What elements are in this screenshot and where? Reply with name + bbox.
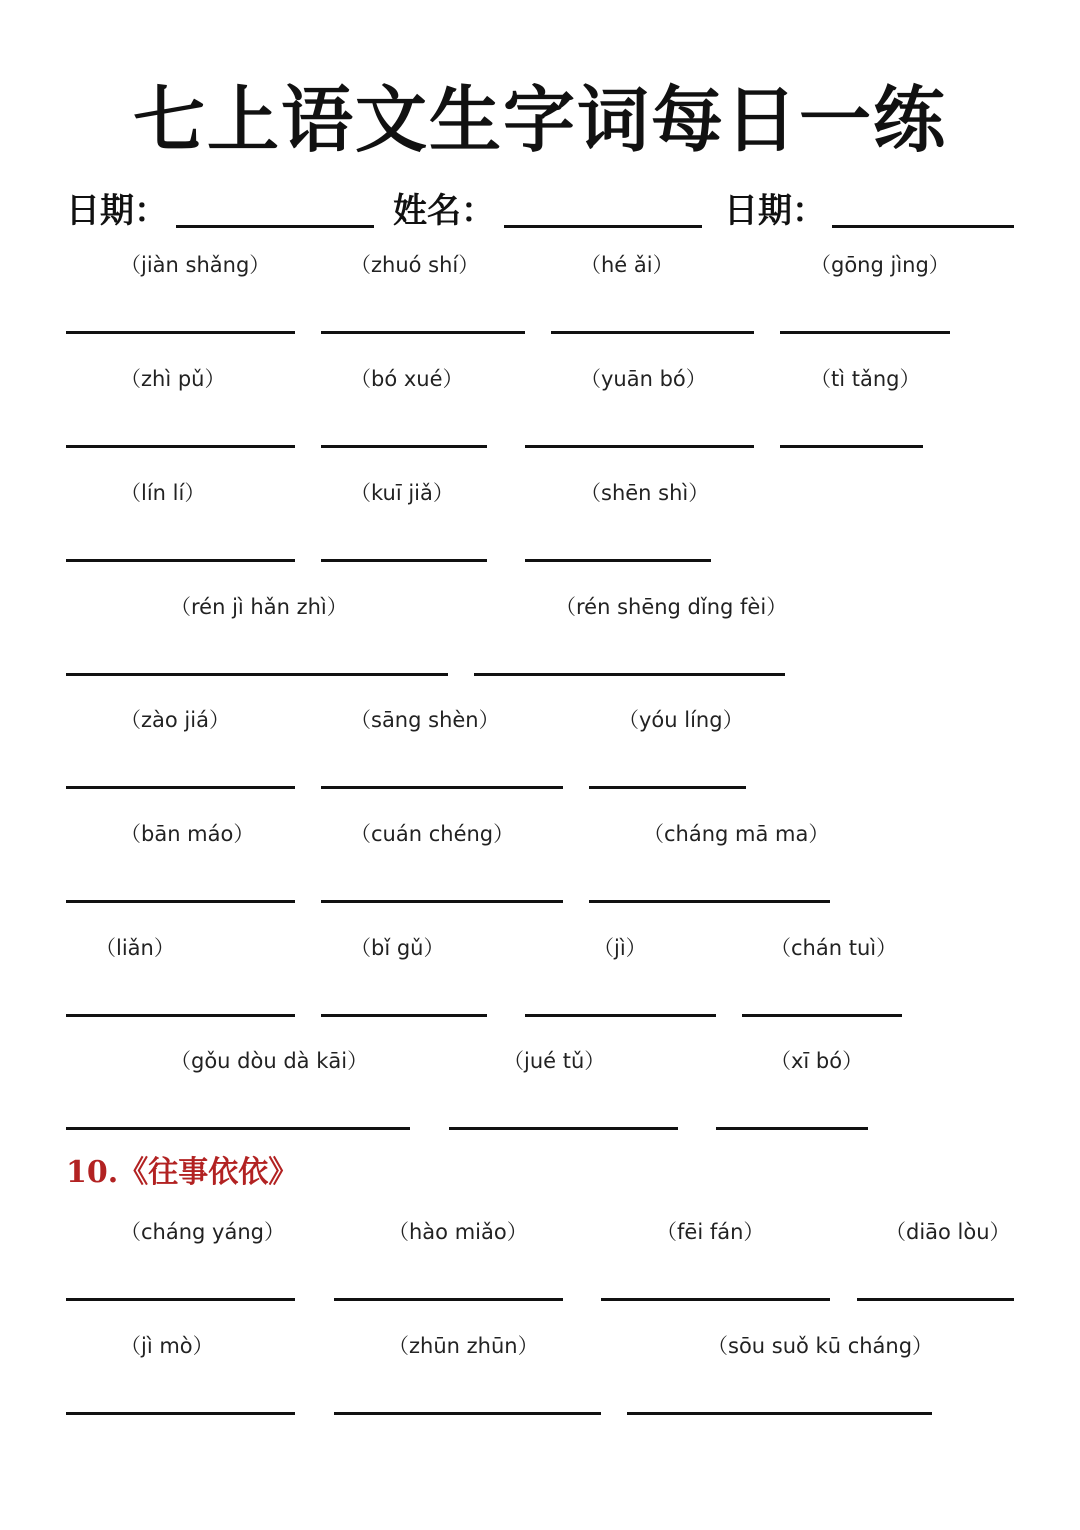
date-field-2[interactable]: [832, 225, 1014, 228]
pinyin-prompt: （bó xué）: [350, 367, 464, 391]
name-label: 姓名：: [393, 191, 495, 231]
answer-blank[interactable]: [551, 331, 754, 334]
answer-blank[interactable]: [66, 1014, 295, 1017]
answer-blank[interactable]: [780, 331, 950, 334]
page-title: 七上语文生字词每日一练: [132, 77, 947, 162]
pinyin-prompt: （bān máo）: [120, 822, 255, 846]
pinyin-prompt: （bǐ gǔ）: [350, 936, 445, 960]
pinyin-prompt: （jì mò）: [120, 1334, 214, 1358]
pinyin-prompt: （hé ǎi）: [580, 253, 674, 277]
answer-blank[interactable]: [66, 1127, 410, 1130]
answer-blank[interactable]: [334, 1298, 563, 1301]
answer-blank[interactable]: [716, 1127, 868, 1130]
answer-blank[interactable]: [66, 900, 295, 903]
answer-blank[interactable]: [321, 559, 487, 562]
answer-blank[interactable]: [66, 1298, 295, 1301]
section-heading: 10.《往事依依》: [66, 1155, 299, 1190]
name-field[interactable]: [504, 225, 702, 228]
pinyin-prompt: （kuī jiǎ）: [350, 481, 454, 505]
answer-blank[interactable]: [857, 1298, 1014, 1301]
pinyin-prompt: （cháng mā ma）: [643, 822, 830, 846]
pinyin-prompt: （fēi fán）: [656, 1220, 765, 1244]
answer-blank[interactable]: [589, 900, 830, 903]
pinyin-prompt: （chán tuì）: [770, 936, 898, 960]
answer-blank[interactable]: [780, 445, 923, 448]
answer-blank[interactable]: [66, 445, 295, 448]
answer-blank[interactable]: [334, 1412, 601, 1415]
pinyin-prompt: （xī bó）: [770, 1049, 864, 1073]
pinyin-prompt: （jì）: [593, 936, 647, 960]
pinyin-prompt: （lín lí）: [120, 481, 206, 505]
answer-blank[interactable]: [525, 445, 754, 448]
answer-blank[interactable]: [66, 559, 295, 562]
pinyin-prompt: （yóu líng）: [618, 708, 744, 732]
date-label-2: 日期：: [724, 191, 826, 231]
pinyin-prompt: （liǎn）: [95, 936, 175, 960]
pinyin-prompt: （rén jì hǎn zhì）: [170, 595, 348, 619]
answer-blank[interactable]: [321, 786, 563, 789]
date-field[interactable]: [176, 225, 374, 228]
answer-blank[interactable]: [601, 1298, 830, 1301]
answer-blank[interactable]: [525, 1014, 716, 1017]
pinyin-prompt: （yuān bó）: [580, 367, 707, 391]
pinyin-prompt: （shēn shì）: [580, 481, 710, 505]
answer-blank[interactable]: [449, 1127, 678, 1130]
pinyin-prompt: （gǒu dòu dà kāi）: [170, 1049, 369, 1073]
answer-blank[interactable]: [742, 1014, 902, 1017]
answer-blank[interactable]: [321, 331, 525, 334]
answer-blank[interactable]: [66, 1412, 295, 1415]
answer-blank[interactable]: [627, 1412, 932, 1415]
pinyin-prompt: （cháng yáng）: [120, 1220, 285, 1244]
pinyin-prompt: （jiàn shǎng）: [120, 253, 271, 277]
answer-blank[interactable]: [66, 673, 448, 676]
date-label: 日期：: [66, 191, 168, 231]
answer-blank[interactable]: [321, 900, 563, 903]
pinyin-prompt: （zhūn zhūn）: [388, 1334, 539, 1358]
pinyin-prompt: （zhuó shí）: [350, 253, 480, 277]
answer-blank[interactable]: [474, 673, 785, 676]
pinyin-prompt: （zhì pǔ）: [120, 367, 226, 391]
answer-blank[interactable]: [589, 786, 746, 789]
answer-blank[interactable]: [321, 1014, 487, 1017]
pinyin-prompt: （sōu suǒ kū cháng）: [707, 1334, 934, 1358]
answer-blank[interactable]: [525, 559, 711, 562]
answer-blank[interactable]: [66, 786, 295, 789]
pinyin-prompt: （rén shēng dǐng fèi）: [555, 595, 788, 619]
pinyin-prompt: （cuán chéng）: [350, 822, 515, 846]
answer-blank[interactable]: [66, 331, 295, 334]
answer-blank[interactable]: [321, 445, 487, 448]
pinyin-prompt: （diāo lòu）: [885, 1220, 1011, 1244]
pinyin-prompt: （jué tǔ）: [503, 1049, 606, 1073]
pinyin-prompt: （zào jiá）: [120, 708, 230, 732]
pinyin-prompt: （hào miǎo）: [388, 1220, 528, 1244]
pinyin-prompt: （tì tǎng）: [810, 367, 921, 391]
pinyin-prompt: （gōng jìng）: [810, 253, 950, 277]
pinyin-prompt: （sāng shèn）: [350, 708, 500, 732]
